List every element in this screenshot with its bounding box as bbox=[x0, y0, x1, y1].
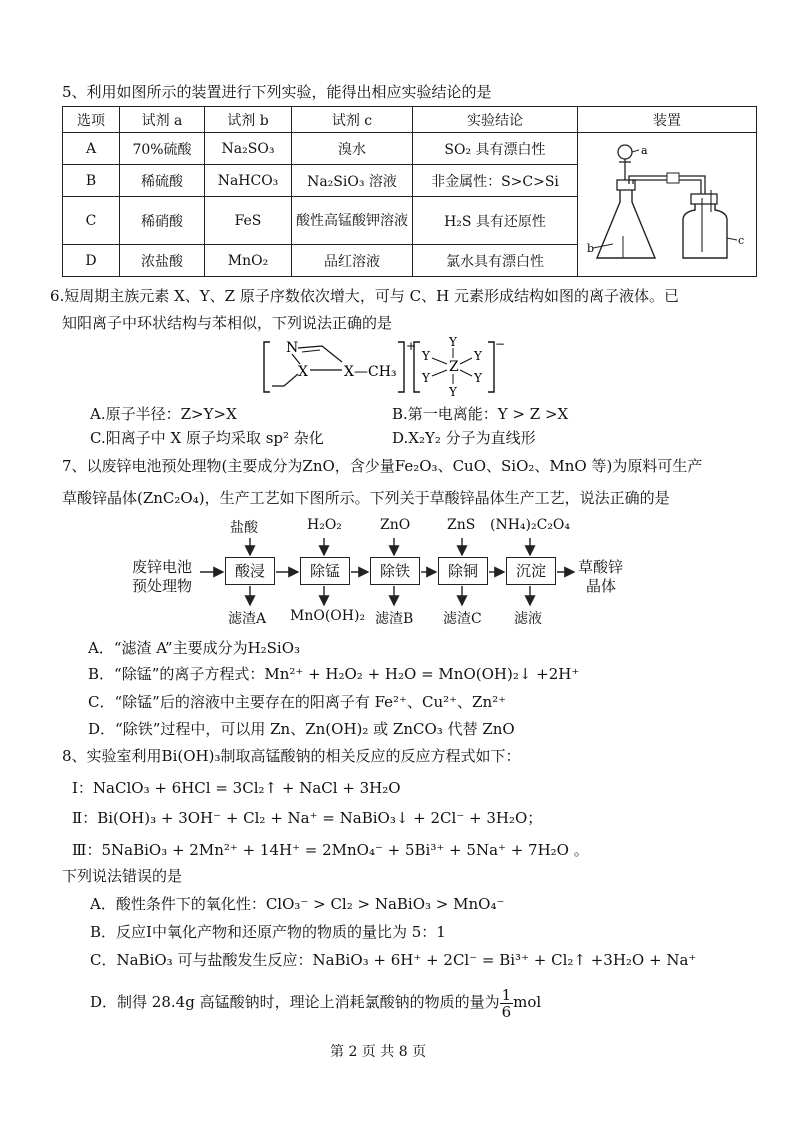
q8-option-d-text: D．制得 28.4g 高锰酸钠时，理论上消耗氯酸钠的物质的量为 bbox=[90, 993, 500, 1011]
table-cell: A bbox=[63, 133, 120, 165]
flow-input-zns: ZnS bbox=[447, 517, 476, 533]
label-b: b bbox=[587, 241, 595, 255]
table-cell: 氯水具有漂白性 bbox=[413, 245, 578, 277]
table-cell: B bbox=[63, 165, 120, 197]
q8-option-d-unit: mol bbox=[513, 993, 542, 1011]
atom-y-lower-right: Y bbox=[474, 371, 482, 385]
q6-line1: 6.短周期主族元素 X、Y、Z 原子序数依次增大，可与 C、H 元素形成结构如图的离子液体。已 bbox=[50, 287, 679, 305]
q8-eq2: Ⅱ：Bi(OH)₃ + 3OH⁻ + Cl₂ + Na⁺ = NaBiO₃↓ + 2Cl⁻ + 3H₂O； bbox=[72, 809, 543, 827]
q8-option-a: A．酸性条件下的氧化性：ClO₃⁻ > Cl₂ > NaBiO₃ > MnO₄⁻ bbox=[90, 895, 505, 913]
table-cell: 品红溶液 bbox=[292, 245, 413, 277]
q5-header: 试剂 b bbox=[205, 107, 292, 133]
flow-end-1: 草酸锌 bbox=[578, 558, 624, 576]
q5-title: 5、利用如图所示的装置进行下列实验，能得出相应实验结论的是 bbox=[62, 83, 492, 101]
methyl-group: —CH₃ bbox=[354, 364, 397, 380]
atom-y-lower-left: Y bbox=[422, 371, 430, 385]
atom-y-bottom: Y bbox=[449, 385, 457, 399]
q7-line2: 草酸锌晶体(ZnC₂O₄)，生产工艺如下图所示。下列关于草酸锌晶体生产工艺，说法正确的是 bbox=[62, 489, 670, 507]
flow-output-filtrate: 滤液 bbox=[514, 611, 542, 627]
flow-step-cu-removal: 除铜 bbox=[438, 557, 488, 585]
q8-eq1: Ⅰ：NaClO₃ + 6HCl = 3Cl₂↑ + NaCl + 3H₂O bbox=[72, 779, 401, 797]
q7-option-d: D．“除铁”过程中，可以用 Zn、Zn(OH)₂ 或 ZnCO₃ 代替 ZnO bbox=[88, 720, 515, 738]
atom-x2: X bbox=[344, 364, 354, 380]
table-cell: Na₂SiO₃ 溶液 bbox=[292, 165, 413, 197]
q8-option-b: B．反应Ⅰ中氧化产物和还原产物的物质的量比为 5：1 bbox=[90, 923, 446, 941]
fraction-numerator: 1 bbox=[501, 985, 512, 1004]
q6-option-b: B.第一电离能：Y > Z >X bbox=[392, 405, 569, 423]
q6-option-d: D.X₂Y₂ 分子为直线形 bbox=[392, 429, 536, 447]
anion-charge: − bbox=[495, 337, 506, 351]
label-a: a bbox=[641, 143, 648, 157]
atom-y-top: Y bbox=[449, 335, 457, 349]
q7-option-a: A．“滤渣 A”主要成分为H₂SiO₃ bbox=[88, 639, 301, 657]
fraction bbox=[500, 987, 514, 1020]
flow-end-2: 晶体 bbox=[586, 577, 617, 595]
table-cell: 非金属性：S>C>Si bbox=[413, 165, 578, 197]
table-cell: 酸性高锰酸钾溶液 bbox=[292, 197, 413, 245]
flow-output-residue-c: 滤渣C bbox=[443, 611, 482, 627]
q7-option-b: B．“除锰”的离子方程式：Mn²⁺ + H₂O₂ + H₂O = MnO(OH)₂↓ +2H⁺ bbox=[88, 665, 580, 683]
q6-option-a: A.原子半径：Z>Y>X bbox=[90, 405, 237, 423]
table-cell: C bbox=[63, 197, 120, 245]
q6-option-c: C.阳离子中 X 原子均采取 sp² 杂化 bbox=[90, 429, 324, 447]
table-cell: NaHCO₃ bbox=[205, 165, 292, 197]
flow-input-h2o2: H₂O₂ bbox=[307, 517, 342, 533]
atom-z: Z bbox=[449, 359, 459, 375]
q5-header: 试剂 c bbox=[292, 107, 413, 133]
q5-header: 选项 bbox=[63, 107, 120, 133]
flow-start-1: 废锌电池 bbox=[132, 558, 193, 576]
flow-step-mn-removal: 除锰 bbox=[300, 557, 350, 585]
q7-line1: 7、以废锌电池预处理物(主要成分为ZnO，含少量Fe₂O₃、CuO、SiO₂、MnO 等)为原料可生产 bbox=[62, 457, 703, 475]
q8-option-d bbox=[90, 984, 541, 1020]
table-cell: 浓盐酸 bbox=[120, 245, 205, 277]
q5-header: 试剂 a bbox=[120, 107, 205, 133]
q6-line2: 知阳离子中环状结构与苯相似，下列说法正确的是 bbox=[62, 314, 393, 332]
table-cell: D bbox=[63, 245, 120, 277]
table-cell: 稀硫酸 bbox=[120, 165, 205, 197]
q8-prompt: 下列说法错误的是 bbox=[62, 867, 183, 885]
q5-header: 实验结论 bbox=[413, 107, 578, 133]
q8-title: 8、实验室利用Bi(OH)₃制取高锰酸钠的相关反应的反应方程式如下： bbox=[62, 747, 521, 765]
q5-header: 装置 bbox=[578, 107, 757, 133]
flow-input-ammonium-oxalate: (NH₄)₂C₂O₄ bbox=[490, 517, 571, 533]
atom-y-upper-left: Y bbox=[422, 349, 430, 363]
table-cell: FeS bbox=[205, 197, 292, 245]
q7-option-c: C．“除锰”后的溶液中主要存在的阳离子有 Fe²⁺、Cu²⁺、Zn²⁺ bbox=[88, 693, 507, 711]
table-cell: H₂S 具有还原性 bbox=[413, 197, 578, 245]
flow-output-residue-a: 滤渣A bbox=[228, 611, 267, 627]
flow-output-residue-b: 滤渣B bbox=[375, 611, 414, 627]
table-cell: SO₂ 具有漂白性 bbox=[413, 133, 578, 165]
atom-x1: X bbox=[298, 364, 308, 380]
table-cell: 70%硫酸 bbox=[120, 133, 205, 165]
table-cell: MnO₂ bbox=[205, 245, 292, 277]
flow-input-zno: ZnO bbox=[380, 517, 411, 533]
q8-option-c: C．NaBiO₃ 可与盐酸发生反应：NaBiO₃ + 6H⁺ + 2Cl⁻ = Bi³⁺ + Cl₂↑ +3H₂O + Na⁺ bbox=[90, 951, 697, 969]
label-c: c bbox=[738, 233, 745, 247]
q8-eq3: Ⅲ：5NaBiO₃ + 2Mn²⁺ + 14H⁺ = 2MnO₄⁻ + 5Bi³⁺ + 5Na⁺ + 7H₂O 。 bbox=[72, 841, 589, 859]
flow-output-mnooh2: MnO(OH)₂ bbox=[290, 608, 366, 624]
flow-step-acid-leach: 酸浸 bbox=[225, 557, 275, 585]
table-cell: Na₂SO₃ bbox=[205, 133, 292, 165]
flow-step-precipitation: 沉淀 bbox=[506, 557, 556, 585]
table-cell: 溴水 bbox=[292, 133, 413, 165]
cation-charge: + bbox=[406, 339, 417, 353]
page-footer: 第 2 页 共 8 页 bbox=[330, 1044, 427, 1060]
table-cell: 稀硝酸 bbox=[120, 197, 205, 245]
flow-start-2: 预处理物 bbox=[132, 577, 193, 595]
flow-step-fe-removal: 除铁 bbox=[370, 557, 420, 585]
atom-n: N bbox=[286, 340, 299, 356]
atom-y-upper-right: Y bbox=[474, 349, 482, 363]
fraction-denominator: 6 bbox=[501, 1002, 512, 1021]
flow-input-hcl: 盐酸 bbox=[230, 520, 258, 536]
